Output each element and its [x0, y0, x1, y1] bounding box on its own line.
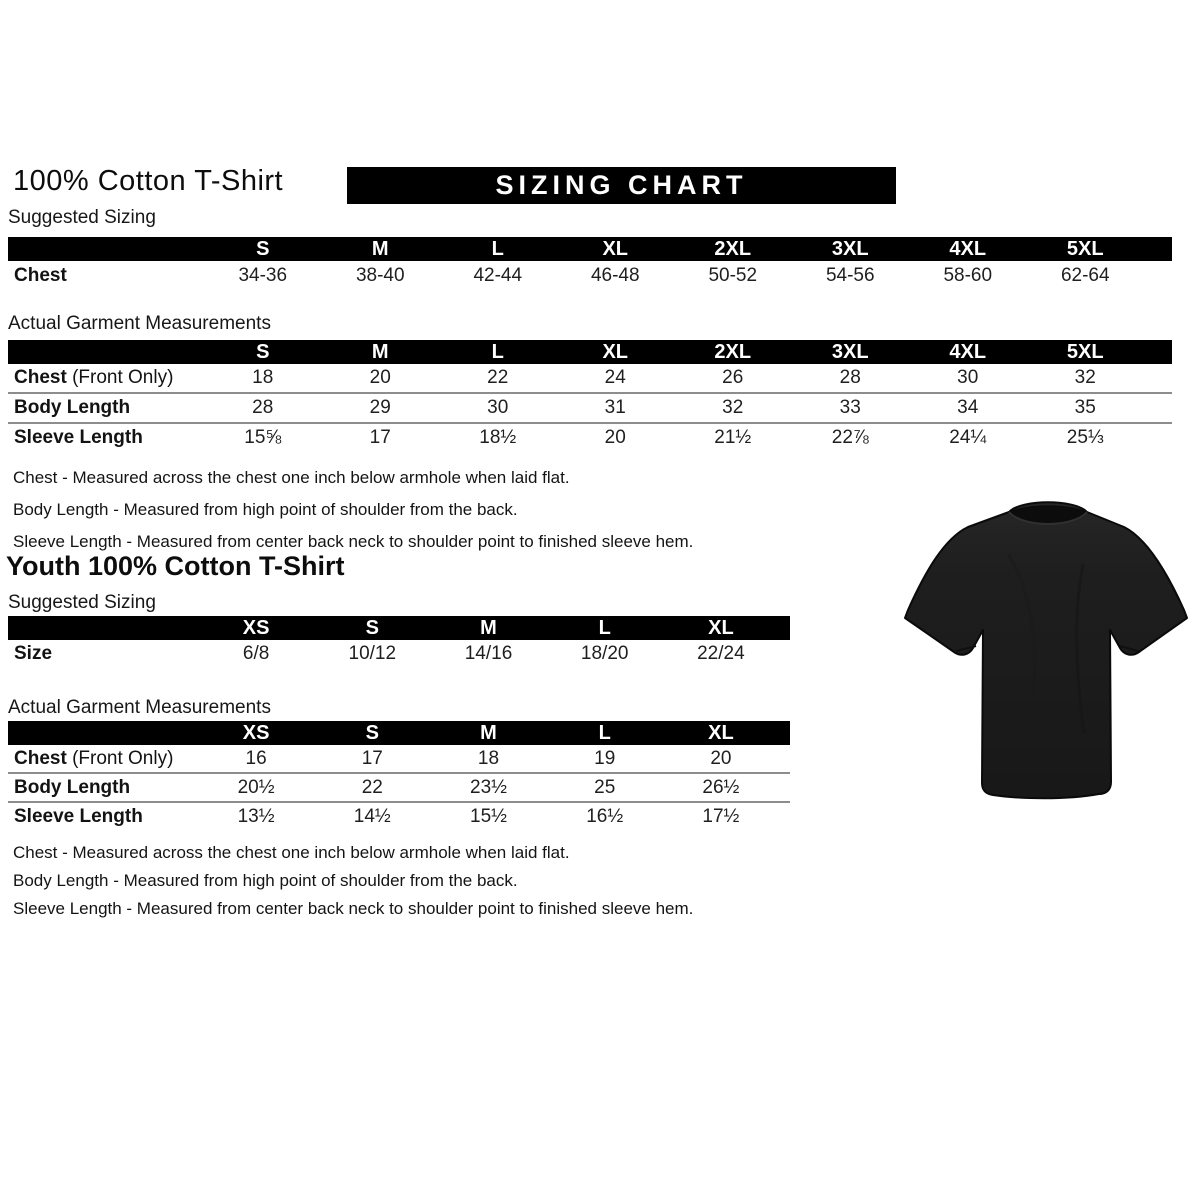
- size-column-header: M: [480, 616, 497, 639]
- row-label: Sleeve Length: [14, 805, 143, 827]
- measurement-note: Chest - Measured across the chest one inch below armhole when laid flat.: [13, 843, 570, 862]
- youth-suggested-sizing-label: Suggested Sizing: [8, 592, 156, 613]
- measurement-value: 18/20: [580, 643, 629, 664]
- adult-actual-measurements-table: [8, 340, 1172, 452]
- row-label: Body Length: [14, 397, 131, 418]
- measurement-value: 26½: [702, 776, 740, 798]
- size-column-header: S: [365, 616, 379, 639]
- measurement-value: 16: [245, 747, 267, 769]
- measurement-value: 14/16: [464, 643, 513, 664]
- row-label: Sleeve Length: [14, 427, 143, 448]
- size-column-header: 4XL: [949, 340, 987, 363]
- measurement-value: 46-48: [590, 264, 640, 286]
- adult-actual-measurements-label: Actual Garment Measurements: [8, 313, 271, 334]
- measurement-note: Body Length - Measured from high point of shoulder from the back.: [13, 871, 518, 890]
- measurement-value: 21½: [714, 427, 752, 448]
- measurement-value: 24: [604, 367, 626, 388]
- youth-actual-measurements-label: Actual Garment Measurements: [8, 697, 271, 718]
- table-row: [8, 261, 1172, 290]
- size-column-header: 2XL: [714, 340, 752, 363]
- row-label-suffix: (Front Only): [66, 367, 174, 388]
- measurement-value: 30: [487, 397, 509, 418]
- t-shirt-graphic: [888, 494, 1200, 804]
- size-column-header: XL: [602, 340, 629, 363]
- table-row: [8, 422, 1172, 452]
- measurement-value: 6/8: [242, 643, 270, 664]
- table-row: [8, 392, 1172, 422]
- measurement-value: 10/12: [348, 643, 397, 664]
- size-column-header: L: [491, 237, 504, 260]
- measurement-value: 20: [604, 427, 626, 448]
- measurement-value: 54-56: [825, 264, 875, 286]
- measurement-value: 34-36: [238, 264, 288, 286]
- adult-suggested-sizing-table: [8, 237, 1172, 290]
- measurement-value: 28: [839, 367, 861, 388]
- measurement-value: 18: [477, 747, 500, 769]
- measurement-value: 62-64: [1060, 264, 1110, 286]
- table-row: [8, 745, 790, 772]
- youth-suggested-sizing-table: [8, 616, 790, 668]
- measurement-value: 17: [361, 747, 383, 769]
- size-column-header: XS: [242, 721, 270, 744]
- size-column-header: M: [371, 237, 389, 260]
- measurement-value: 20: [369, 367, 391, 388]
- measurement-value: 15½: [470, 805, 507, 827]
- measurement-value: 38-40: [355, 264, 405, 286]
- adult-title: 100% Cotton T-Shirt: [13, 165, 284, 197]
- size-column-header: 2XL: [714, 237, 752, 260]
- sizing-chart-banner-label: SIZING CHART: [495, 170, 748, 200]
- adult-measurement-notes: [13, 462, 693, 558]
- row-label: Size: [14, 643, 53, 664]
- table-header-row: [8, 340, 1172, 364]
- adult-suggested-sizing-label: Suggested Sizing: [8, 207, 156, 228]
- measurement-value: 26: [722, 367, 744, 388]
- size-column-header: XL: [602, 237, 629, 260]
- measurement-note: Sleeve Length - Measured from center back neck to shoulder point to finished sleeve hem.: [13, 899, 694, 918]
- black-t-shirt-image: [888, 494, 1200, 804]
- measurement-value: 42-44: [473, 264, 523, 286]
- measurement-value: 15⅝: [244, 427, 282, 448]
- measurement-value: 14½: [353, 805, 391, 827]
- size-column-header: XS: [242, 616, 270, 639]
- measurement-value: 35: [1074, 397, 1096, 418]
- measurement-value: 23½: [470, 776, 507, 798]
- size-column-header: L: [598, 616, 611, 639]
- measurement-value: 30: [957, 367, 979, 388]
- size-column-header: 3XL: [831, 237, 869, 260]
- row-label: Chest (Front Only): [14, 747, 174, 769]
- row-label: Chest: [14, 264, 67, 286]
- measurement-note: Body Length - Measured from high point of shoulder from the back.: [13, 500, 518, 519]
- size-column-header: S: [256, 340, 270, 363]
- youth-measurement-notes: [13, 839, 693, 923]
- measurement-value: 31: [604, 397, 626, 418]
- table-row: [8, 364, 1172, 392]
- size-column-header: S: [256, 237, 270, 260]
- measurement-value: 18: [252, 367, 274, 388]
- measurement-value: 22/24: [697, 643, 745, 664]
- table-header-row: [8, 237, 1172, 261]
- measurement-note: Sleeve Length - Measured from center back neck to shoulder point to finished sleeve hem.: [13, 532, 694, 551]
- measurement-value: 17: [369, 427, 391, 448]
- measurement-value: 25⅓: [1066, 427, 1104, 448]
- table-row: [8, 801, 790, 830]
- measurement-value: 16½: [586, 805, 624, 827]
- measurement-value: 19: [594, 747, 616, 769]
- measurement-value: 32: [1074, 367, 1096, 388]
- measurement-value: 22: [487, 367, 509, 388]
- measurement-value: 13½: [237, 805, 275, 827]
- measurement-value: 33: [839, 397, 861, 418]
- table-row: [8, 640, 790, 668]
- size-column-header: L: [598, 721, 611, 744]
- measurement-value: 32: [722, 397, 744, 418]
- size-column-header: 5XL: [1066, 340, 1104, 363]
- measurement-value: 50-52: [708, 264, 758, 286]
- youth-title: Youth 100% Cotton T-Shirt: [6, 551, 345, 581]
- size-column-header: XL: [708, 721, 734, 744]
- measurement-value: 20½: [237, 776, 275, 798]
- row-label-suffix: (Front Only): [66, 747, 174, 769]
- size-column-header: 4XL: [949, 237, 987, 260]
- size-column-header: 5XL: [1066, 237, 1104, 260]
- size-column-header: 3XL: [831, 340, 869, 363]
- measurement-value: 34: [957, 397, 979, 418]
- measurement-value: 25: [594, 776, 616, 798]
- row-label: Chest (Front Only): [14, 367, 174, 388]
- row-label: Body Length: [14, 776, 131, 798]
- measurement-value: 58-60: [943, 264, 993, 286]
- measurement-value: 22⅞: [831, 427, 869, 448]
- youth-actual-measurements-table: [8, 721, 790, 830]
- measurement-value: 18½: [479, 427, 517, 448]
- measurement-value: 22: [361, 776, 383, 798]
- size-column-header: M: [480, 721, 497, 744]
- size-column-header: S: [365, 721, 379, 744]
- measurement-value: 17½: [702, 805, 740, 827]
- table-header-row: [8, 616, 790, 640]
- sizing-chart-banner: [347, 167, 896, 204]
- table-header-row: [8, 721, 790, 745]
- measurement-note: Chest - Measured across the chest one inch below armhole when laid flat.: [13, 468, 570, 487]
- measurement-value: 28: [252, 397, 274, 418]
- size-column-header: M: [371, 340, 389, 363]
- measurement-value: 24¼: [949, 427, 987, 448]
- size-column-header: XL: [708, 616, 734, 639]
- size-column-header: L: [491, 340, 504, 363]
- measurement-value: 20: [710, 747, 732, 769]
- table-row: [8, 772, 790, 801]
- measurement-value: 29: [369, 397, 391, 418]
